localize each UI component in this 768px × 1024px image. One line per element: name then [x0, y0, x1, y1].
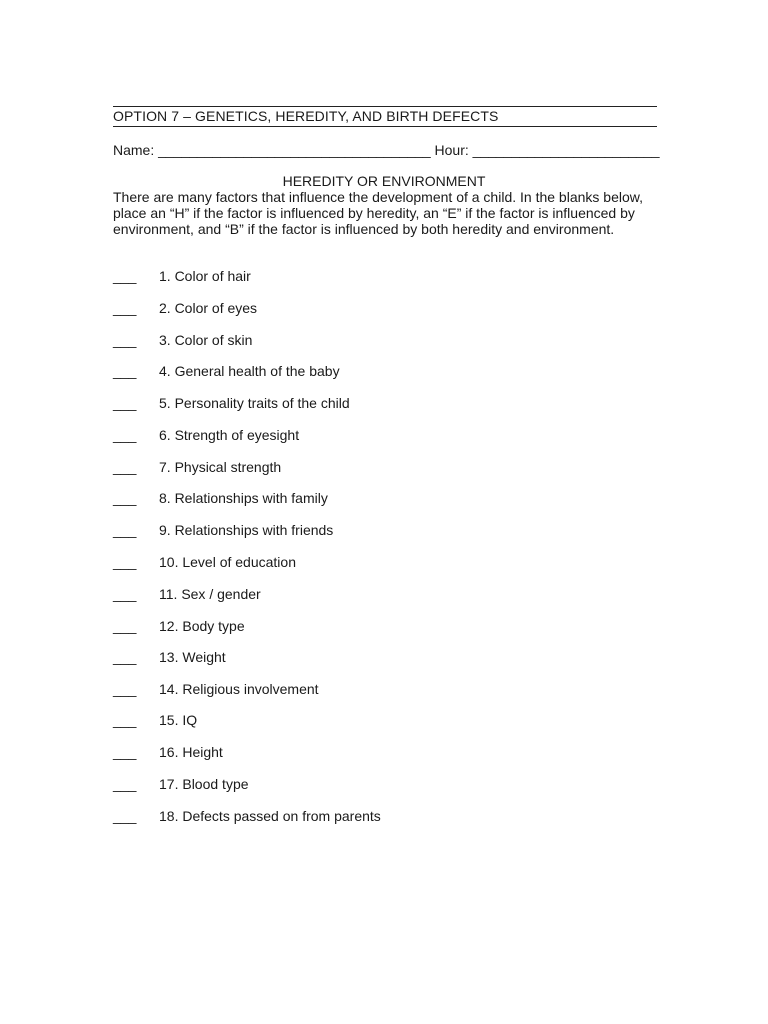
- instructions-paragraph: There are many factors that influence the development of a child. In the blanks below, place an “H” if the factor is influenced by heredity, an “E” if the factor is influenced by environment, and “B” if the factor is influenced by both heredity and environment.: [113, 189, 643, 237]
- answer-blank: ___: [113, 618, 137, 634]
- document-title: OPTION 7 – GENETICS, HEREDITY, AND BIRTH DEFECTS: [113, 108, 499, 124]
- item-label: 8. Relationships with family: [159, 490, 328, 506]
- answer-blank: ___: [113, 459, 137, 475]
- answer-blank: ___: [113, 395, 137, 411]
- answer-blank: ___: [113, 522, 137, 538]
- item-label: 4. General health of the baby: [159, 363, 340, 379]
- title-rule-bottom: [113, 126, 657, 127]
- item-label: 10. Level of education: [159, 554, 296, 570]
- item-label: 12. Body type: [159, 618, 245, 634]
- answer-blank: ___: [113, 300, 137, 316]
- name-hour-line: Name: ___________________________________ Hour: ________________________: [113, 142, 660, 158]
- answer-blank: ___: [113, 554, 137, 570]
- item-label: 1. Color of hair: [159, 268, 251, 284]
- answer-blank: ___: [113, 586, 137, 602]
- item-label: 6. Strength of eyesight: [159, 427, 300, 443]
- answer-blank: ___: [113, 681, 137, 697]
- item-label: 14. Religious involvement: [159, 681, 319, 697]
- item-label: 11. Sex / gender: [159, 586, 261, 602]
- title-rule-top: [113, 106, 657, 107]
- item-label: 7. Physical strength: [159, 459, 282, 475]
- item-label: 16. Height: [159, 744, 223, 760]
- item-label: 9. Relationships with friends: [159, 522, 334, 538]
- answer-blank: ___: [113, 776, 137, 792]
- answer-blank: ___: [113, 808, 137, 824]
- item-label: 18. Defects passed on from parents: [159, 808, 381, 824]
- item-label: 2. Color of eyes: [159, 300, 258, 316]
- item-label: 5. Personality traits of the child: [159, 395, 350, 411]
- answer-blank: ___: [113, 712, 137, 728]
- item-label: 15. IQ: [159, 712, 198, 728]
- answer-blank: ___: [113, 427, 137, 443]
- section-heading: HEREDITY OR ENVIRONMENT: [282, 173, 486, 189]
- answer-blank: ___: [113, 332, 137, 348]
- answer-blank: ___: [113, 744, 137, 760]
- answer-blank: ___: [113, 649, 137, 665]
- answer-blank: ___: [113, 363, 137, 379]
- answer-blank: ___: [113, 268, 137, 284]
- item-label: 3. Color of skin: [159, 332, 253, 348]
- item-label: 17. Blood type: [159, 776, 249, 792]
- item-label: 13. Weight: [159, 649, 226, 665]
- answer-blank: ___: [113, 490, 137, 506]
